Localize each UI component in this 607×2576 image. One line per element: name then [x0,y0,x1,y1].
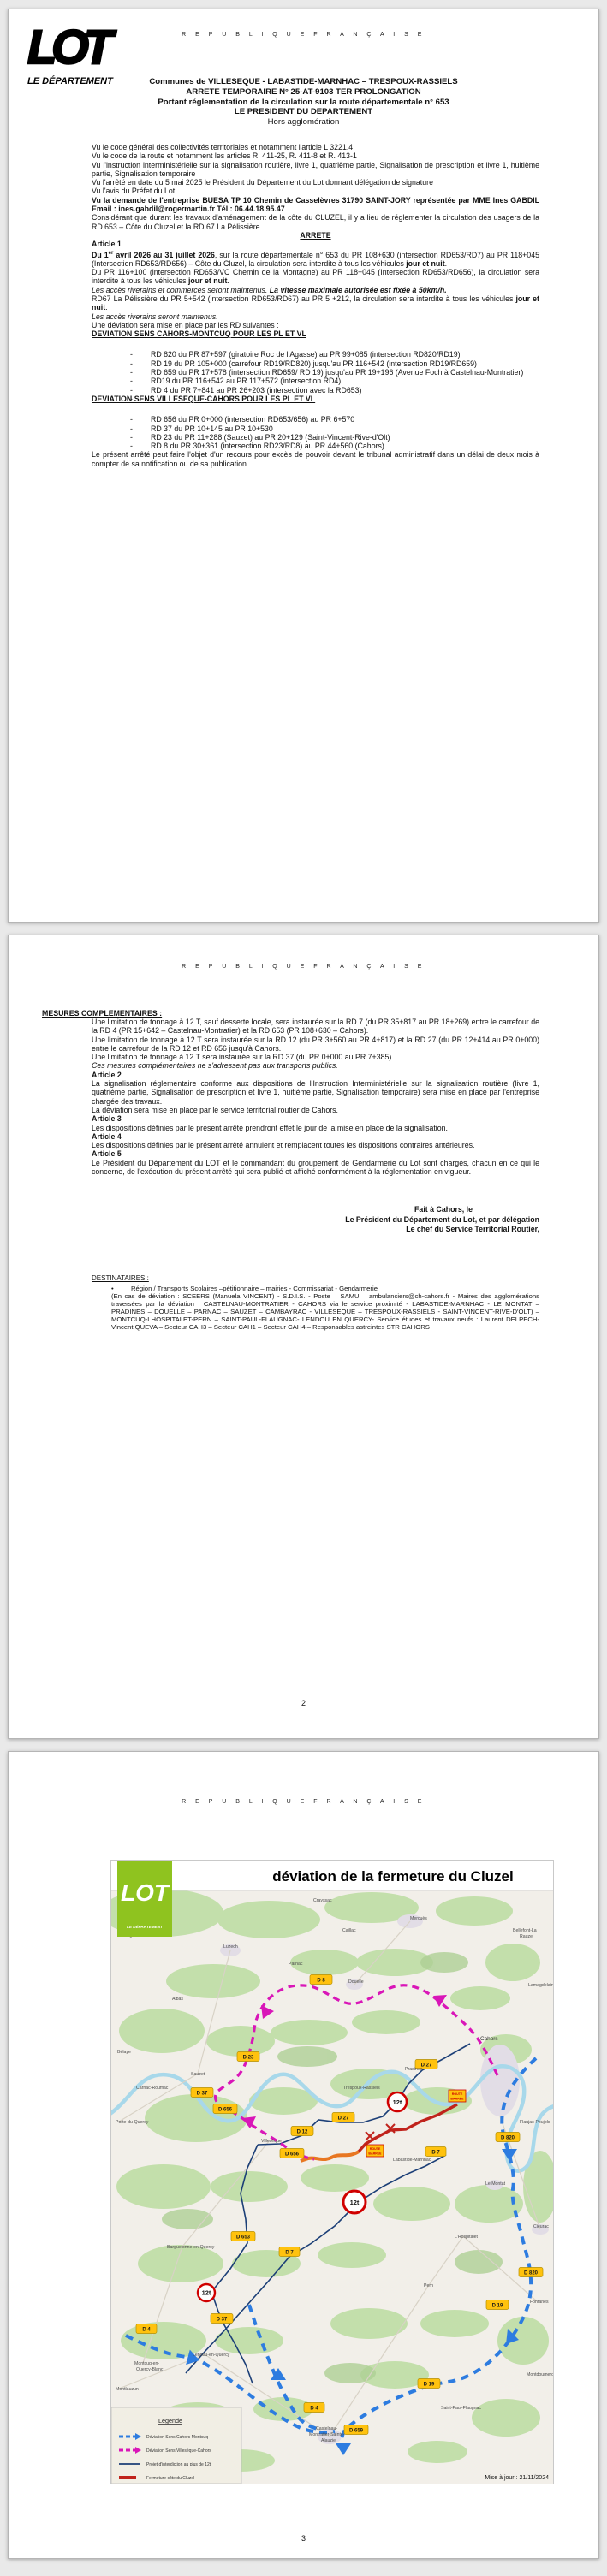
mesures-body [92,1018,539,1235]
list-item: - RD19 du PR 116+542 au PR 117+572 (intersection RD4) [130,377,539,385]
legend-title: Légende [158,2417,182,2425]
date-range-bold: Du 1 [92,250,109,259]
road-badge [332,2113,354,2122]
route-barree-label: ROUTE [369,2147,381,2151]
lot-map-logo [117,1861,172,1937]
town-label: L'Hospitalet [455,2235,478,2240]
town-label: Fontanes [530,2300,549,2305]
republique-header: R E P U B L I Q U E F R A N Ç A I S E [182,1799,425,1805]
hors-agglomeration-line: Hors agglomération [267,117,340,128]
article1-text: Du PR 116+100 (intersection RD653/VC Chemin de la Montagne) au PR 118+045 (Intersection RD653/RD656), la circulation sera interdite à tous les véhicules [92,268,539,286]
mesures-note: Ces mesures complémentaires ne s'adressent pas aux transports publics. [92,1061,338,1071]
road-badge-label: D 7 [431,2150,440,2156]
objet-line: Portant réglementation de la circulation sur la route départementale n° 653 [158,97,449,107]
vitesse-bold-italic: La vitesse maximale autorisée est fixée à 50km/h [269,285,445,294]
town-label: Bélaye [117,2050,131,2055]
road-badge-label: D 8 [317,1978,325,1984]
limit-12t-label: 12t [349,2199,360,2206]
road-badge-label: D 653 [235,2235,251,2241]
vu-paragraph: Vu le code de la route et notamment les articles R. 411-25, R. 411-8 et R. 413-1 [92,151,357,161]
destinataires-bullet-line: • Région / Transports Scolaires –pétitionnaire – mairies - Commissariat - Gendarmerie [92,1285,539,1292]
limit-12t-sign [343,2191,366,2213]
town-label: Pern [424,2283,433,2288]
list-item: - RD 23 du PR 11+288 (Sauzet) au PR 20+129 (Saint-Vincent-Rive-d'Olt) [130,433,539,442]
limit-12t-sign [388,2092,407,2111]
article1-paragraph-2 [92,268,539,286]
legend-label: Fermeture côte du Cluzel [146,2476,195,2481]
road-badge [486,2300,509,2310]
acces-riverains-paragraph: Les accès riverains seront maintenus. [92,312,218,321]
mesure-paragraph: Une limitation de tonnage à 12 T sera instaurée sur la RD 12 (du PR 3+560 au PR 4+817) et la RD 27 (du PR 12+414 au PR 0+000) entre le carrefour de la RD 12 et RD 656 jusqu'à Cahors. [92,1035,539,1053]
article3-paragraph: Les dispositions définies par le présent arrêté prendront effet le jour de la mise en place de la signalisation. [92,1123,448,1132]
road-badge-label: D 820 [500,2135,515,2141]
lot-map-logo-subtitle: LE DÉPARTEMENT [127,1925,163,1929]
republique-header: R E P U B L I Q U E F R A N Ç A I S E [182,32,425,38]
deviation-intro-paragraph: Une déviation sera mise en place par les RD suivantes : [92,320,279,329]
article1-text: . [227,276,229,286]
route-barree-label: BARRÉE [450,2097,464,2101]
road-badge-label: D 4 [142,2327,151,2333]
road-badge-label: D 27 [337,2116,349,2122]
limit-12t-sign [198,2284,215,2301]
list-item: - RD 820 du PR 87+597 (giratoire Roc de l'Agasse) au PR 99+085 (intersection RD820/RD19) [130,350,539,359]
road-badge [191,2088,213,2098]
page-number: 2 [301,1699,306,1707]
road-badge-label: D 19 [491,2303,503,2309]
article2-paragraph: La signalisation réglementaire conforme aux dispositions de l'Instruction Interministérielle sur la signalisation routière (livre 1, quatrième partie, Signalisation de prescription et livre 1, huitième partie, Signalisation temporaire) sera mise en place par l'entreprise chargée des travaux. [92,1079,539,1106]
article1-paragraph-3 [92,286,539,294]
town-label: Cieurac [533,2224,549,2229]
town-label: Labastide-Marnhac [393,2158,431,2163]
town-label: Douelle [348,1979,364,1985]
lot-logo-subtitle: LE DÉPARTEMENT [27,76,113,86]
article2-paragraph: La déviation sera mise en place par le service territorial routier de Cahors. [92,1105,338,1114]
deviation2-list [130,415,539,450]
legend-label: Déviation Sens Villesèque-Cahors [146,2448,211,2454]
president-line: LE PRESIDENT DU DEPARTEMENT [234,107,373,117]
republique-header: R E P U B L I Q U E F R A N Ç A I S E [182,964,425,970]
superscript-er: er [108,250,114,256]
article3-heading: Article 3 [92,1114,122,1124]
limit-12t-label: 12t [201,2288,211,2297]
town-label: Montratier-Sainte- [309,2432,345,2437]
town-label: Castelnau- [316,2426,338,2431]
article4-heading: Article 4 [92,1131,122,1141]
road-badge [418,2379,440,2389]
town-label: Crayssac [313,1898,332,1903]
route-barree-sign [449,2090,466,2102]
town-label: Porte-du-Quercy [116,2120,149,2125]
town-label: Le Montat [485,2181,506,2187]
map-title: déviation de la fermeture du Cluzel [272,1868,514,1885]
vu-demande-paragraph: Vu la demande de l'entreprise BUESA TP 10 Chemin de Casselèvres 31790 SAINT-JORY représentée par MME Ines GABDIL Email : ines.gabdil@rogermartin.fr Tél : 06.44.18.95.47 [92,195,539,214]
road-badge-label: D 23 [242,2055,254,2061]
legend-label: Projet d'interdiction au plus de 12t [146,2462,211,2467]
town-label: Sauzet [191,2072,205,2077]
lot-map-logo-text: LOT [121,1879,169,1906]
destinataires-body: (En cas de déviation : SCEERS (Manuela VINCENT) - S.D.I.S. - Poste – SAMU – ambulanciers@ch-cahors.fr - Maires des agglomérations traversées par la déviation : CASTELNAU-MONTRATIER - CAHORS via le service proximité - LABASTIDE-MARNHAC - LE MONTAT – PRADINES – DOUELLE – PARNAC – SAUZET – CAMBAYRAC - VILLESEQUE – TRESPOUX-RASSIELS - SAINT-VINCENT-RIVE-D'OLT) – MONTCUQ-LHOSPITALET-PERN – SAINT-PAUL-FLAUGNAC- LENDOU EN QUERCY- Service études et travaux neufs : Laurent DELPECH-Vincent QUEVA – Secteur CAH3 – Secteur CAH1 – Secteur CAH4 – Responsables astreintes STR CAHORS [111,1291,539,1331]
road-badge-label: D 656 [284,2152,300,2158]
town-label-cahors: Cahors [480,2036,498,2042]
mesure-paragraph: Une limitation de tonnage à 12 T, sauf desserte locale, sera instaurée sur la RD 7 (du PR 35+817 au PR 18+269) entre le carrefour de la RD 4 (PR 15+642 – Castelnau-Montratier) et la RD 653 (PR 108+630 – Cahors). [92,1018,539,1036]
rd67-paragraph [92,294,539,312]
destinataires-heading: DESTINATAIRES : [92,1273,149,1282]
article5-heading: Article 5 [92,1149,122,1159]
town-label: Lendou-en-Quercy [193,2353,230,2358]
acces-riverains-italic: Les accès riverains et commerces seront maintenus. [92,285,270,294]
list-item: - RD 659 du PR 17+578 (intersection RD659/ RD 19) jusqu'au PR 19+196 (Avenue Foch à Castelnau-Montratier) [130,368,539,377]
arrete-number-line: ARRETE TEMPORAIRE N° 25-AT-9103 TER PROLONGATION [186,86,421,97]
deviation2-heading: DEVIATION SENS VILLESEQUE-CAHORS POUR LES PL ET VL [92,394,316,403]
road-badge-label: D 37 [196,2091,208,2097]
lot-department-logo [27,20,139,86]
road-badge [310,1975,332,1985]
page-number: 3 [301,2534,306,2543]
road-badge [344,2425,368,2435]
date-range-bold: avril 2026 au 31 juillet 2026 [113,250,215,259]
vu-paragraph: Vu l'instruction interministérielle sur la signalisation routière, livre 1, quatrième partie, Signalisation de prescription et livre 1, huitième partie, Signalisation temporaire [92,160,539,178]
deviation-map [110,1860,554,2484]
road-badge-label: D 12 [296,2129,308,2135]
road-badge [280,2149,304,2158]
town-label: Villesèque [261,2139,282,2144]
jour-et-nuit-bold: jour et nuit [92,294,539,312]
town-label: Carnac-Rouffiac [136,2086,169,2091]
signature-block [92,1205,539,1235]
road-badge-label: D 37 [216,2317,228,2323]
town-label: Alauzie [321,2438,336,2443]
article5-paragraph: Le Président du Département du LOT et le commandant du groupement de Gendarmerie du Lot sont chargés, chacun en ce qui le concerne, de l'exécution du présent arrêté qui sera publié et affiché conformément à la réglementation en vigueur. [92,1158,539,1177]
road-badge [213,2104,237,2114]
deviation1-heading: DEVIATION SENS CAHORS-MONTCUQ POUR LES PL ET VL [92,329,306,339]
deviation-map-image [110,1860,554,2484]
town-label: Bellefont-La [513,1928,537,1933]
route-barree-label: ROUTE [451,2092,463,2096]
route-barree-sign [366,2145,384,2157]
communes-line: Communes de VILLESEQUE - LABASTIDE-MARNHAC – TRESPOUX-RASSIELS [149,77,458,86]
road-badge-label: D 656 [217,2107,233,2113]
road-badge [231,2232,255,2241]
deviation1-list [130,350,539,394]
article1-text: , sur la route départementale n° 653 du PR 108+630 (intersection RD653/RD7) au PR 118+045 (Intersection RD653/RD656) – Côte du Cluzel, la circulation sera interdite à tous les véhicules [92,250,539,268]
article1-paragraph-1 [92,249,539,269]
road-badge [136,2324,157,2334]
list-item: - RD 37 du PR 10+145 au PR 10+530 [130,424,539,433]
road-badge [425,2147,446,2157]
list-item: - RD 656 du PR 0+000 (intersection RD653/656) au PR 6+570 [130,415,539,424]
chef-service-line: Le chef du Service Territorial Routier, [406,1225,539,1234]
town-label: Flaujac-Poujols [520,2120,550,2125]
limit-12t-label: 12t [392,2098,402,2106]
lot-logo-text: LOT [27,20,108,74]
vu-paragraph: Vu le code général des collectivités territoriales et notamment l'article L 3221.4 [92,142,354,151]
destinataires-block [92,1274,539,1331]
rd67-text: . [105,303,108,312]
article2-heading: Article 2 [92,1070,122,1079]
article1-text: . [444,258,448,268]
president-delegation-line: Le Président du Département du Lot, et par délégation [345,1214,539,1224]
arrete-heading: ARRETE [300,230,331,240]
road-badge [304,2403,324,2413]
town-label: Quercy-Blanc [136,2367,164,2372]
town-label: Parnac [289,1962,303,1967]
road-badge [237,2052,259,2062]
road-badge-label: D 19 [423,2382,435,2388]
town-label: Montcuq-en- [134,2361,160,2366]
legend-label: Déviation Sens Cahors-Montcuq [146,2435,208,2440]
town-label: Albas [172,1997,183,2002]
map-updated-date: Mise à jour : 21/11/2024 [485,2475,549,2481]
town-label: Trespoux-Rassiels [343,2086,380,2091]
considerant-paragraph: Considérant que durant les travaux d'aménagement de la côte du CLUZEL, il y a lieu de réglementer la circulation des usagers de la RD 653 – Côte du Cluzel et la RD 67 La Pélissière. [92,213,539,231]
arrete-body [92,143,539,468]
list-item: - RD 8 du PR 30+361 (intersection RD23/RD8) au PR 44+560 (Cahors). [130,442,539,450]
document-page-2 [8,935,599,1739]
route-barree-label: BARRÉE [368,2152,382,2156]
list-item: - RD 19 du PR 105+000 (carrefour RD19/RD820) jusqu'au PR 116+542 (intersection RD19/RD659) [130,359,539,368]
document-page-3 [8,1751,599,2559]
mesures-heading: MESURES COMPLEMENTAIRES : [42,1009,163,1018]
road-badge [291,2127,313,2136]
road-badge [279,2247,300,2257]
jour-et-nuit-bold: jour et nuit [406,258,445,268]
town-label: Montlauzun [116,2387,139,2392]
town-label: Pradines [405,2067,423,2072]
article4-paragraph: Les dispositions définies par le présent arrêté annulent et remplacent toutes les dispositions contraires antérieures. [92,1141,475,1150]
town-label: Rauze [520,1934,533,1939]
town-label: Saint-Paul-Flaugnac [441,2406,482,2411]
road-badge [519,2268,543,2277]
town-label: Barguelonne-en-Quercy [167,2245,215,2250]
mesure-paragraph: Une limitation de tonnage à 12 T sera instaurée sur la RD 37 (du PR 0+000 au PR 7+385) [92,1053,392,1062]
town-label: Luzech [223,1944,238,1950]
road-badge-label: D 659 [348,2428,364,2434]
town-label: Caillac [342,1928,356,1933]
list-item: - RD 4 du PR 7+841 au PR 26+203 (intersection avec la RD653) [130,386,539,395]
fait-a-line: Fait à Cahors, le [414,1205,473,1214]
road-badge-label: D 4 [310,2406,318,2412]
map-legend [111,2407,241,2484]
jour-et-nuit-bold: jour et nuit [187,276,228,286]
recours-paragraph: Le présent arrêté peut faire l'objet d'un recours pour excès de pouvoir devant le tribunal administratif dans un délai de deux mois à compter de sa notification ou de sa publication. [92,450,539,468]
town-label: Lamagdelaine [528,1983,554,1988]
road-badge-label: D 27 [420,2063,432,2069]
road-badge [211,2314,233,2324]
road-badge [496,2133,520,2142]
vu-paragraph: Vu l'avis du Préfet du Lot [92,187,176,196]
document-page-1 [8,9,599,923]
town-label: Montdoumerc [527,2372,554,2377]
town-label: Mercuès [410,1916,427,1921]
vu-paragraph: Vu l'arrêté en date du 5 mai 2025 le Président du Département du Lot donnant délégation de signature [92,178,433,187]
article1-heading: Article 1 [92,240,122,249]
period: . [444,285,447,294]
rd67-text: RD67 La Pélissière du PR 5+542 (intersection RD653/RD67) au PR 5 +212, la circulation sera interdite à tous les véhicules [92,294,516,303]
road-badge-label: D 7 [285,2250,294,2256]
road-badge-label: D 820 [523,2270,539,2276]
